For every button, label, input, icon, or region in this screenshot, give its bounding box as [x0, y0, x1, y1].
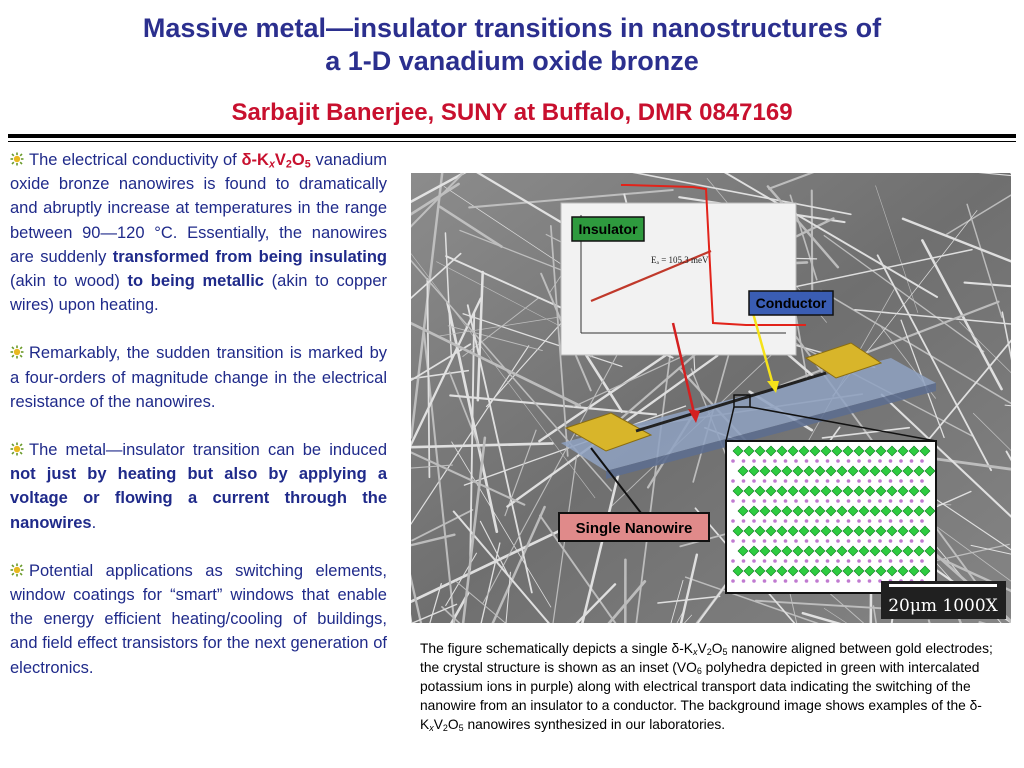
potassium-ion	[868, 519, 872, 523]
potassium-ion	[920, 479, 924, 483]
potassium-ion	[763, 499, 767, 503]
potassium-ion	[773, 559, 777, 563]
potassium-ion	[878, 479, 882, 483]
potassium-ion	[836, 499, 840, 503]
potassium-ion	[920, 539, 924, 543]
potassium-ion	[742, 559, 746, 563]
caption-text: nanowires synthesized in our laboratories.	[463, 717, 726, 732]
bullet-text: (akin to copper wires) upon heating.	[10, 272, 388, 315]
potassium-ion	[794, 459, 798, 463]
potassium-ion	[857, 499, 861, 503]
formula-sub: 5	[304, 158, 311, 171]
potassium-ion	[847, 479, 851, 483]
potassium-ion	[794, 479, 798, 483]
caption-text: nanowire aligned between gold electrodes; the crystal structure is shown as an inset (VO	[420, 641, 993, 675]
potassium-ion	[731, 499, 735, 503]
potassium-ion	[763, 579, 767, 583]
bullet-text: (akin to wood)	[10, 272, 128, 291]
potassium-ion	[794, 539, 798, 543]
bullet-item	[10, 438, 387, 535]
potassium-ion	[910, 499, 914, 503]
caption-text: polyhedra depicted in green with intercalated potassium ions in purple) along with electrical transport data indicating the switching of the nanowire from an insulator to a conductor. The background image shows examples of the δ-K	[420, 660, 982, 732]
potassium-ion	[731, 519, 735, 523]
title-line-1: Massive metal—insulator transitions in nanostructures of	[142, 13, 882, 43]
potassium-ion	[878, 559, 882, 563]
bullet-text: Remarkably, the sudden transition is marked by a four-orders of magnitude change in the electrical resistance of the nanowires.	[10, 344, 387, 411]
bullet-text: The electrical conductivity of	[29, 151, 242, 169]
potassium-ion	[773, 459, 777, 463]
sun-bullet-icon	[10, 152, 24, 166]
potassium-ion	[742, 579, 746, 583]
potassium-ion	[847, 539, 851, 543]
potassium-ion	[731, 539, 735, 543]
potassium-ion	[868, 559, 872, 563]
figure-caption	[420, 639, 1010, 734]
potassium-ion	[815, 479, 819, 483]
formula-part: δ-K	[241, 151, 269, 169]
caption-sub: 5	[458, 723, 464, 734]
potassium-ion	[773, 579, 777, 583]
potassium-ion	[889, 459, 893, 463]
potassium-ion	[815, 539, 819, 543]
sun-bullet-icon	[10, 442, 24, 456]
potassium-ion	[773, 519, 777, 523]
potassium-ion	[910, 479, 914, 483]
bullet-text: .	[91, 513, 97, 532]
potassium-ion	[731, 479, 735, 483]
caption-text: O	[711, 641, 723, 656]
potassium-ion	[868, 579, 872, 583]
potassium-ion	[784, 519, 788, 523]
potassium-ion	[784, 499, 788, 503]
potassium-ion	[805, 499, 809, 503]
conductor-label-box	[749, 291, 833, 315]
potassium-ion	[805, 479, 809, 483]
potassium-ion	[889, 499, 893, 503]
potassium-ion	[836, 579, 840, 583]
potassium-ion	[857, 579, 861, 583]
title-line-2: a 1-D vanadium oxide bronze	[325, 46, 699, 76]
potassium-ion	[889, 519, 893, 523]
potassium-ion	[805, 519, 809, 523]
caption-text: V	[697, 641, 707, 656]
potassium-ion	[752, 479, 756, 483]
potassium-ion	[742, 499, 746, 503]
potassium-ion	[836, 459, 840, 463]
potassium-ion	[857, 479, 861, 483]
potassium-ion	[773, 499, 777, 503]
slide-title	[0, 12, 1024, 78]
bullet-text: The metal—insulator transition can be induced	[29, 441, 387, 460]
potassium-ion	[899, 479, 903, 483]
potassium-ion	[868, 479, 872, 483]
formula-part: O	[291, 151, 305, 169]
formula	[242, 151, 311, 169]
potassium-ion	[784, 479, 788, 483]
caption-sub: x	[429, 723, 434, 734]
sun-bullet-icon	[10, 345, 24, 359]
bullet-item	[10, 148, 387, 317]
potassium-ion	[763, 479, 767, 483]
potassium-ion	[784, 579, 788, 583]
potassium-ion	[857, 559, 861, 563]
potassium-ion	[836, 539, 840, 543]
potassium-ion	[752, 539, 756, 543]
potassium-ion	[878, 459, 882, 463]
potassium-ion	[763, 459, 767, 463]
header-rule-thick	[8, 134, 1016, 138]
potassium-ion	[889, 539, 893, 543]
single-nanowire-label-box	[559, 513, 709, 541]
author-line: Sarbajit Banerjee, SUNY at Buffalo, DMR 0847169	[231, 99, 793, 126]
formula-sub: 2	[285, 158, 292, 171]
bullet-item	[10, 341, 387, 414]
potassium-ion	[857, 539, 861, 543]
caption-sub: x	[693, 647, 698, 658]
potassium-ion	[899, 559, 903, 563]
potassium-ion	[899, 459, 903, 463]
potassium-ion	[847, 519, 851, 523]
header-rule-thin	[8, 141, 1016, 142]
potassium-ion	[826, 559, 830, 563]
bullet-bold: not just by heating but also by applying a voltage or flowing a current through the nanowires	[10, 465, 387, 532]
potassium-ion	[878, 539, 882, 543]
potassium-ion	[910, 459, 914, 463]
bullet-list	[10, 148, 387, 704]
caption-text: V	[433, 717, 443, 732]
potassium-ion	[784, 459, 788, 463]
potassium-ion	[742, 479, 746, 483]
potassium-ion	[773, 539, 777, 543]
potassium-ion	[847, 579, 851, 583]
potassium-ion	[731, 459, 735, 463]
potassium-ion	[752, 499, 756, 503]
potassium-ion	[752, 459, 756, 463]
activation-energy-label: Eₐ = 105.3 meV	[651, 255, 709, 265]
potassium-ion	[742, 459, 746, 463]
caption-text: The figure schematically depicts a single δ-K	[420, 641, 694, 656]
potassium-ion	[920, 459, 924, 463]
crystal-structure-inset	[726, 441, 936, 593]
potassium-ion	[920, 499, 924, 503]
potassium-ion	[868, 459, 872, 463]
potassium-ion	[752, 579, 756, 583]
potassium-ion	[920, 519, 924, 523]
bullet-text: Potential applications as switching elements, window coatings for “smart” windows that enable the energy efficient heating/cooling of buildings, and field effect transistors for the next generation of electronics.	[10, 561, 387, 677]
potassium-ion	[752, 519, 756, 523]
potassium-ion	[763, 519, 767, 523]
potassium-ion	[878, 499, 882, 503]
potassium-ion	[815, 499, 819, 503]
potassium-ion	[836, 479, 840, 483]
potassium-ion	[847, 499, 851, 503]
potassium-ion	[920, 559, 924, 563]
sun-bullet-icon	[10, 563, 24, 577]
insulator-label: Insulator	[578, 221, 638, 237]
potassium-ion	[794, 499, 798, 503]
potassium-ion	[763, 559, 767, 563]
potassium-ion	[784, 559, 788, 563]
potassium-ion	[773, 479, 777, 483]
insulator-label-box	[572, 217, 644, 241]
potassium-ion	[836, 519, 840, 523]
potassium-ion	[805, 579, 809, 583]
caption-sub: 6	[696, 666, 702, 677]
figure-illustration	[411, 173, 1011, 623]
potassium-ion	[868, 499, 872, 503]
scale-label: 20μm 1000X	[888, 596, 998, 616]
potassium-ion	[805, 559, 809, 563]
formula-part: V	[274, 151, 286, 169]
potassium-ion	[826, 539, 830, 543]
potassium-ion	[889, 559, 893, 563]
potassium-ion	[815, 519, 819, 523]
potassium-ion	[731, 579, 735, 583]
potassium-ion	[742, 539, 746, 543]
potassium-ion	[826, 579, 830, 583]
potassium-ion	[826, 459, 830, 463]
bullet-bold: to being metallic	[127, 272, 264, 291]
potassium-ion	[868, 539, 872, 543]
caption-sub: 2	[706, 647, 712, 658]
potassium-ion	[910, 539, 914, 543]
potassium-ion	[878, 519, 882, 523]
bullet-item	[10, 559, 387, 680]
potassium-ion	[857, 519, 861, 523]
potassium-ion	[899, 539, 903, 543]
potassium-ion	[742, 519, 746, 523]
scale-bar	[881, 581, 1006, 619]
potassium-ion	[899, 499, 903, 503]
potassium-ion	[857, 459, 861, 463]
potassium-ion	[805, 459, 809, 463]
potassium-ion	[763, 539, 767, 543]
potassium-ion	[910, 519, 914, 523]
potassium-ion	[794, 579, 798, 583]
bullet-bold: transformed from being insulating	[112, 247, 387, 266]
potassium-ion	[815, 559, 819, 563]
caption-sub: 2	[442, 723, 448, 734]
potassium-ion	[815, 579, 819, 583]
potassium-ion	[899, 519, 903, 523]
nanowire-figure	[411, 173, 1011, 623]
potassium-ion	[752, 559, 756, 563]
potassium-ion	[847, 559, 851, 563]
bullet-text: vanadium oxide bronze nanowires is found to dramatically and abruptly increase at temperatures in the range between 90—120 °C. Essentially, the nanowires are suddenly	[10, 151, 387, 266]
potassium-ion	[889, 479, 893, 483]
potassium-ion	[815, 459, 819, 463]
potassium-ion	[784, 539, 788, 543]
potassium-ion	[826, 499, 830, 503]
potassium-ion	[805, 539, 809, 543]
caption-sub: 5	[722, 647, 728, 658]
potassium-ion	[836, 559, 840, 563]
potassium-ion	[794, 519, 798, 523]
potassium-ion	[826, 519, 830, 523]
formula-sub: x	[268, 158, 275, 171]
potassium-ion	[826, 479, 830, 483]
caption-text: O	[447, 717, 459, 732]
potassium-ion	[794, 559, 798, 563]
conductor-label: Conductor	[755, 295, 827, 311]
potassium-ion	[910, 559, 914, 563]
potassium-ion	[731, 559, 735, 563]
single-nanowire-label: Single Nanowire	[575, 520, 693, 537]
potassium-ion	[847, 459, 851, 463]
